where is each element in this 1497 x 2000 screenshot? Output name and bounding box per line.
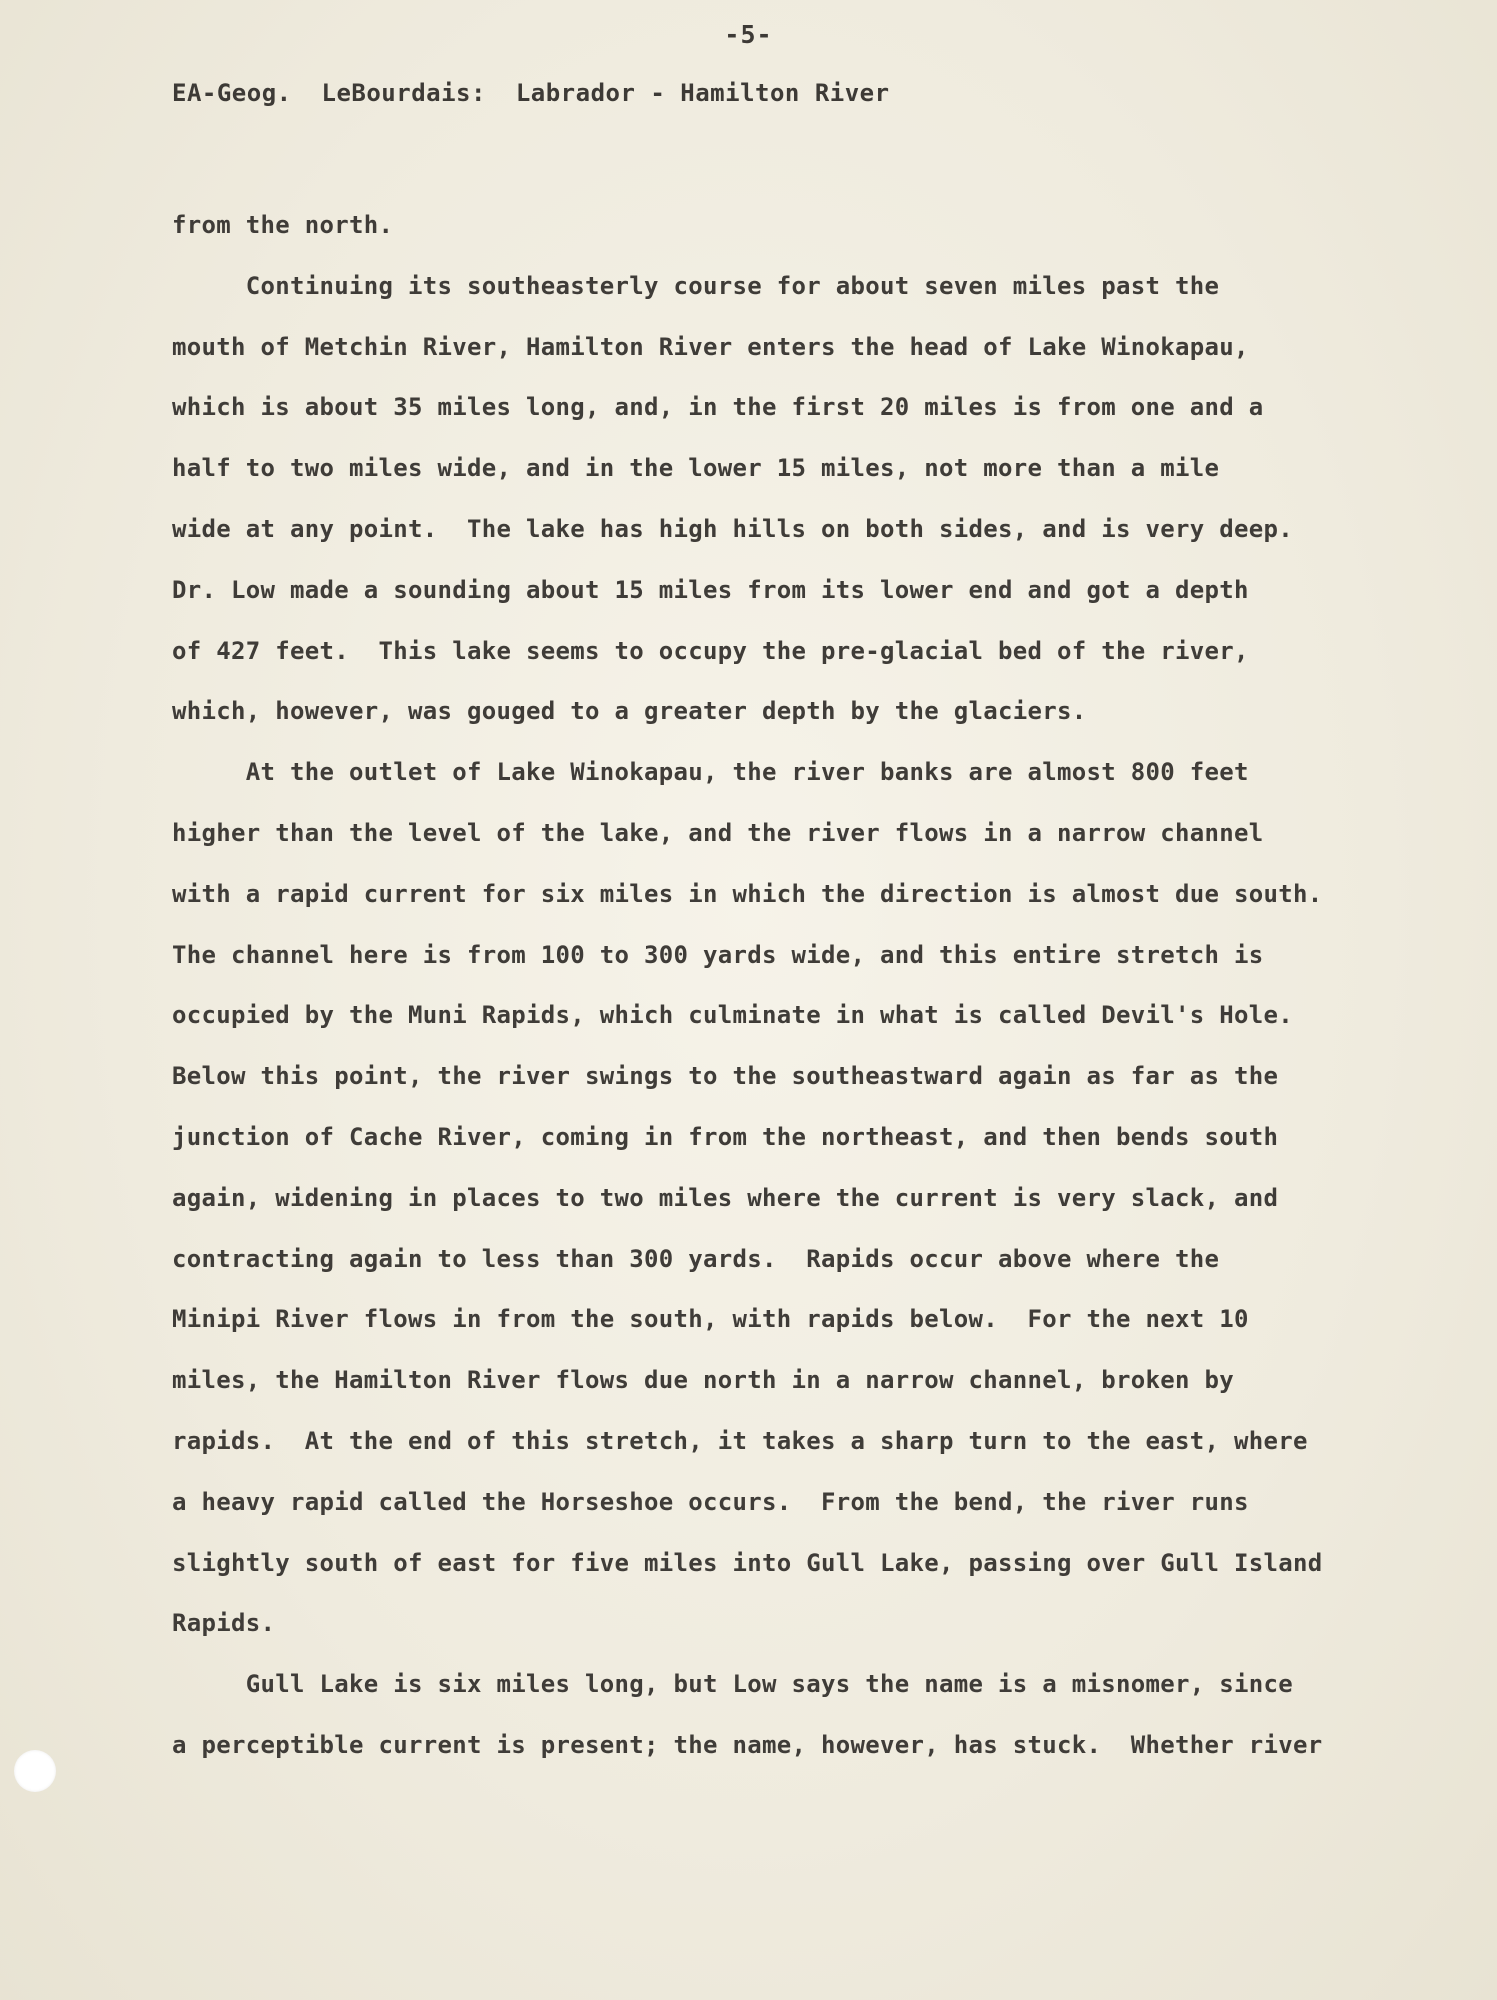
text-line: a perceptible current is present; the name, however, has stuck. Whether river [172,1730,1323,1759]
text-line: with a rapid current for six miles in which the direction is almost due south. [172,879,1323,908]
body-text [172,195,1362,1776]
text-line: Minipi River flows in from the south, with rapids below. For the next 10 [172,1305,1249,1334]
text-line: of 427 feet. This lake seems to occupy the pre-glacial bed of the river, [172,636,1249,665]
text-line: slightly south of east for five miles into Gull Lake, passing over Gull Island [172,1548,1323,1577]
text-line: occupied by the Muni Rapids, which culminate in what is called Devil's Hole. [172,1001,1293,1030]
text-line: again, widening in places to two miles where the current is very slack, and [172,1183,1279,1212]
text-line: miles, the Hamilton River flows due north in a narrow channel, broken by [172,1366,1234,1395]
text-line: At the outlet of Lake Winokapau, the river banks are almost 800 feet [172,758,1249,787]
text-line: half to two miles wide, and in the lower 15 miles, not more than a mile [172,454,1220,483]
text-line: a heavy rapid called the Horseshoe occurs. From the bend, the river runs [172,1487,1249,1516]
punch-hole [14,1750,56,1792]
document-header: EA-Geog. LeBourdais: Labrador - Hamilton River [172,79,890,107]
page-number: -5- [724,20,773,49]
text-line: which, however, was gouged to a greater depth by the glaciers. [172,697,1087,726]
text-line: Rapids. [172,1609,276,1638]
text-line: higher than the level of the lake, and the river flows in a narrow channel [172,818,1264,847]
text-line: The channel here is from 100 to 300 yards wide, and this entire stretch is [172,940,1264,969]
text-line: which is about 35 miles long, and, in the first 20 miles is from one and a [172,393,1264,422]
text-line: junction of Cache River, coming in from the northeast, and then bends south [172,1122,1279,1151]
text-line: from the north. [172,211,394,239]
text-line: Continuing its southeasterly course for about seven miles past the [172,271,1220,300]
text-line: wide at any point. The lake has high hills on both sides, and is very deep. [172,514,1293,543]
text-line: contracting again to less than 300 yards. Rapids occur above where the [172,1244,1220,1273]
text-line: Below this point, the river swings to the southeastward again as far as the [172,1062,1279,1091]
text-line: rapids. At the end of this stretch, it takes a sharp turn to the east, where [172,1426,1308,1455]
text-line: mouth of Metchin River, Hamilton River enters the head of Lake Winokapau, [172,332,1249,361]
text-line: Dr. Low made a sounding about 15 miles from its lower end and got a depth [172,575,1249,604]
text-line: Gull Lake is six miles long, but Low says the name is a misnomer, since [172,1670,1293,1699]
